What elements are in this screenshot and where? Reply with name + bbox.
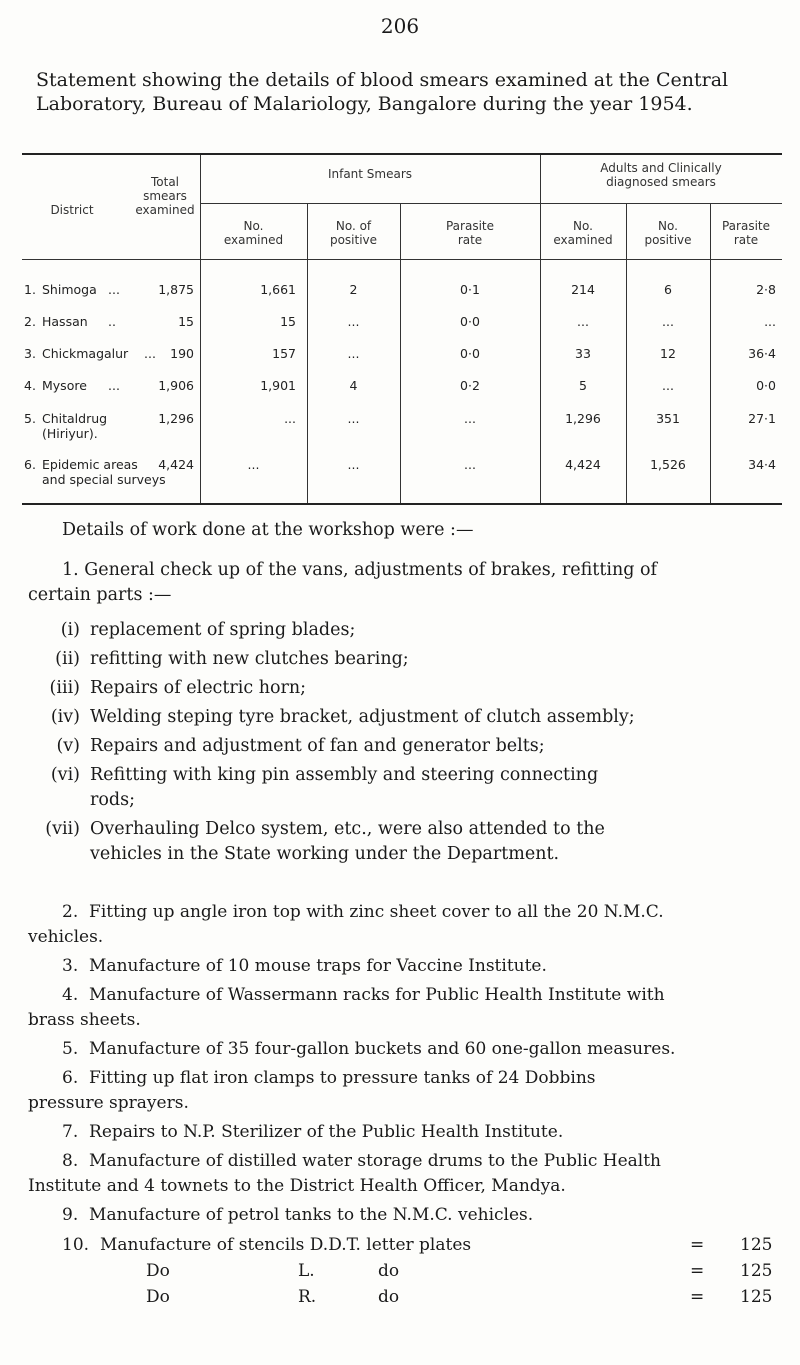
row-ad-rate: 27·1	[748, 411, 776, 426]
row-inf-examined: 1,661	[260, 282, 296, 297]
row-district: Shimoga	[42, 282, 97, 297]
item-10	[28, 1232, 780, 1312]
subitem-text: Repairs and adjustment of fan and generator belts;	[90, 736, 545, 756]
statement-heading	[36, 68, 776, 116]
subitem-text: Refitting with king pin assembly and steering connecting	[90, 765, 599, 785]
subitem-label: (iv)	[50, 707, 80, 727]
heading-line-1: Statement showing the details of blood smears examined at the Central	[36, 69, 729, 91]
header-ad-rate-l1: Parasite	[721, 219, 770, 233]
row-inf-positive: 2	[349, 282, 358, 297]
row-ad-rate: 34·4	[748, 457, 776, 472]
row-district-line2: and special surveys	[42, 472, 166, 487]
row-ad-examined: 1,296	[565, 411, 601, 426]
row-ad-rate: 36·4	[748, 346, 776, 361]
header-district: District	[50, 203, 94, 217]
list-item	[28, 1066, 780, 1116]
subitem-label: (vii)	[45, 819, 80, 839]
row-inf-positive: 4	[349, 378, 358, 393]
header-inf-rate	[400, 219, 540, 247]
row-ad-examined: 4,424	[565, 457, 601, 472]
item-num: 3.	[62, 956, 79, 976]
row-district: Hassan	[42, 314, 88, 329]
subitem	[28, 618, 780, 643]
row-inf-rate: 0·0	[460, 346, 480, 361]
item-text: Repairs to N.P. Sterilizer of the Public Health Institute.	[89, 1122, 564, 1142]
item-num: 8.	[62, 1151, 79, 1171]
header-inf-positive-l2: positive	[329, 233, 378, 247]
row-ad-positive: 351	[656, 411, 680, 426]
subitem-label: (vi)	[50, 765, 80, 785]
item-1	[28, 558, 780, 608]
item-num: 2.	[62, 902, 79, 922]
row-ad-positive: 1,526	[650, 457, 686, 472]
row-dots: ..	[108, 314, 116, 329]
header-ad-rate-l2: rate	[733, 233, 759, 247]
row-total: 4,424	[158, 457, 194, 472]
blood-smears-table	[22, 153, 782, 505]
header-adult-group	[540, 161, 782, 189]
row-ad-positive: 12	[660, 346, 676, 361]
header-ad-positive	[626, 219, 710, 247]
item-text: Manufacture of Wassermann racks for Public Health Institute with	[89, 985, 665, 1005]
subitem	[28, 734, 780, 759]
list-item	[28, 983, 780, 1033]
subitem	[28, 647, 780, 672]
row-district: Chitaldrug	[42, 411, 108, 426]
row-num: 2.	[24, 314, 36, 329]
row-inf-rate: ...	[464, 457, 476, 472]
table-row	[22, 411, 782, 447]
item-text: Manufacture of 10 mouse traps for Vaccine Institute.	[89, 956, 547, 976]
row-inf-rate: 0·2	[460, 378, 480, 393]
row-district: Mysore	[42, 378, 87, 393]
row-total: 1,875	[158, 282, 194, 297]
header-ad-examined-l2: examined	[553, 233, 613, 247]
subitem	[28, 763, 780, 813]
row-district: Chickmagalur	[42, 346, 129, 361]
row-inf-positive: ...	[347, 457, 360, 472]
item-10-row1-val: 125	[740, 1235, 773, 1255]
row-num: 6.	[24, 457, 36, 472]
header-total-line3: examined	[135, 203, 195, 217]
row-ad-positive: ...	[662, 314, 674, 329]
header-infant-group: Infant Smears	[327, 167, 413, 181]
subitem-text: Overhauling Delco system, etc., were also attended to the	[90, 819, 605, 839]
header-inf-examined-l1: No.	[243, 219, 264, 233]
header-inf-positive	[307, 219, 400, 247]
subitem-text: Welding steping tyre bracket, adjustment of clutch assembly;	[90, 707, 635, 727]
row-inf-positive: ...	[347, 411, 360, 426]
subitem	[28, 817, 780, 867]
row-district-line2: (Hiriyur).	[42, 426, 98, 441]
item-10-num: 10.	[62, 1235, 90, 1255]
item-1-line2: certain parts :—	[28, 585, 172, 605]
item-10-row3-val: 125	[740, 1287, 773, 1307]
header-ad-examined	[540, 219, 626, 247]
subitem-text: Repairs of electric horn;	[90, 678, 307, 698]
row-inf-positive: ...	[347, 346, 360, 361]
item-10-row2-eq: =	[690, 1261, 705, 1281]
row-ad-positive: 6	[664, 282, 672, 297]
list-item	[28, 954, 780, 979]
item-text: Fitting up flat iron clamps to pressure tanks of 24 Dobbins	[89, 1068, 596, 1088]
item-text: Fitting up angle iron top with zinc sheet cover to all the 20 N.M.C.	[89, 902, 664, 922]
row-total: 190	[170, 346, 194, 361]
header-total-line2: smears	[143, 189, 187, 203]
item-10-row3-do: Do	[146, 1287, 170, 1307]
details-intro: Details of work done at the workshop were :—	[62, 520, 474, 540]
row-inf-examined: 157	[272, 346, 296, 361]
subitem-text: refitting with new clutches bearing;	[90, 649, 409, 669]
row-num: 4.	[24, 378, 36, 393]
row-inf-examined: 15	[280, 314, 296, 329]
list-item	[28, 1203, 780, 1228]
item-10-row1-eq: =	[690, 1235, 705, 1255]
item-text-line2: vehicles.	[28, 927, 104, 947]
item-text: Manufacture of 35 four-gallon buckets and 60 one-gallon measures.	[89, 1039, 676, 1059]
item-num: 5.	[62, 1039, 79, 1059]
item-10-row3-letter: R.	[298, 1287, 317, 1307]
table-bottom-rule	[22, 503, 782, 505]
subitem-label: (ii)	[55, 649, 80, 669]
header-ad-rate	[710, 219, 782, 247]
list-item	[28, 1120, 780, 1145]
table-row	[22, 314, 782, 344]
header-ad-examined-l1: No.	[573, 219, 593, 233]
item-num: 7.	[62, 1122, 79, 1142]
row-ad-rate: ...	[764, 314, 776, 329]
header-inf-positive-l1: No. of	[335, 219, 372, 233]
row-ad-rate: 0·0	[756, 378, 776, 393]
subitem	[28, 676, 780, 701]
item-10-row1-text: Manufacture of stencils D.D.T. letter plates	[100, 1235, 472, 1255]
table-row	[22, 457, 782, 493]
row-district: Epidemic areas	[42, 457, 138, 472]
subitem-text: replacement of spring blades;	[90, 620, 356, 640]
item-text: Manufacture of distilled water storage drums to the Public Health	[89, 1151, 662, 1171]
header-inf-rate-l1: Parasite	[445, 219, 494, 233]
item-1-line1: 1. General check up of the vans, adjustments of brakes, refitting of	[62, 560, 657, 580]
row-dots: ...	[108, 378, 120, 393]
row-dots: ...	[144, 346, 156, 361]
item-10-row2-ditto: do	[378, 1261, 400, 1281]
row-inf-rate: 0·0	[460, 314, 480, 329]
header-ad-positive-l2: positive	[644, 233, 692, 247]
header-ad-positive-l1: No.	[658, 219, 678, 233]
row-inf-examined: ...	[247, 457, 260, 472]
item-10-row2-val: 125	[740, 1261, 773, 1281]
header-adult-line2: diagnosed smears	[606, 175, 716, 189]
row-total: 1,906	[158, 378, 194, 393]
item-10-row2-do: Do	[146, 1261, 170, 1281]
item-text-line2: pressure sprayers.	[28, 1093, 189, 1113]
subitem-text-line2: vehicles in the State working under the Department.	[90, 844, 560, 864]
row-ad-examined: ...	[577, 314, 589, 329]
item-text-line2: Institute and 4 townets to the District Health Officer, Mandya.	[28, 1176, 566, 1196]
list-item	[28, 1149, 780, 1199]
row-ad-examined: 5	[579, 378, 587, 393]
row-num: 3.	[24, 346, 36, 361]
row-ad-examined: 214	[571, 282, 595, 297]
header-bottom-rule	[22, 259, 782, 260]
header-adult-line1: Adults and Clinically	[600, 161, 722, 175]
item-text: Manufacture of petrol tanks to the N.M.C. vehicles.	[89, 1205, 534, 1225]
row-ad-examined: 33	[575, 346, 591, 361]
table-row	[22, 346, 782, 376]
item-10-row3-ditto: do	[378, 1287, 400, 1307]
row-dots: ...	[108, 282, 120, 297]
row-inf-examined: 1,901	[260, 378, 296, 393]
row-num: 5.	[24, 411, 36, 426]
row-ad-positive: ...	[662, 378, 674, 393]
row-inf-rate: 0·1	[460, 282, 480, 297]
header-inf-rate-l2: rate	[457, 233, 483, 247]
subitem	[28, 705, 780, 730]
subheader-rule	[200, 203, 782, 204]
table-row	[22, 378, 782, 408]
header-inf-examined	[200, 219, 307, 247]
header-inf-examined-l2: examined	[223, 233, 284, 247]
header-total-line1: Total	[150, 175, 180, 189]
row-ad-rate: 2·8	[756, 282, 776, 297]
item-10-row3-eq: =	[690, 1287, 705, 1307]
subitem-label: (v)	[56, 736, 80, 756]
row-inf-examined: ...	[284, 411, 296, 426]
list-item	[28, 1037, 780, 1062]
item-num: 9.	[62, 1205, 79, 1225]
item-text-line2: brass sheets.	[28, 1010, 141, 1030]
header-total	[130, 175, 200, 217]
item-num: 4.	[62, 985, 79, 1005]
item-10-row2-letter: L.	[298, 1261, 315, 1281]
table-row	[22, 282, 782, 312]
heading-line-2: Laboratory, Bureau of Malariology, Bangalore during the year 1954.	[36, 93, 693, 115]
row-total: 1,296	[158, 411, 194, 426]
list-item	[28, 900, 780, 950]
subitem-label: (i)	[60, 620, 80, 640]
row-inf-rate: ...	[464, 411, 476, 426]
row-num: 1.	[24, 282, 36, 297]
table-top-rule	[22, 153, 782, 155]
subitem-label: (iii)	[49, 678, 80, 698]
subitem-text-line2: rods;	[90, 790, 135, 810]
row-inf-positive: ...	[347, 314, 360, 329]
page-number: 206	[380, 14, 420, 38]
row-total: 15	[178, 314, 194, 329]
item-num: 6.	[62, 1068, 79, 1088]
